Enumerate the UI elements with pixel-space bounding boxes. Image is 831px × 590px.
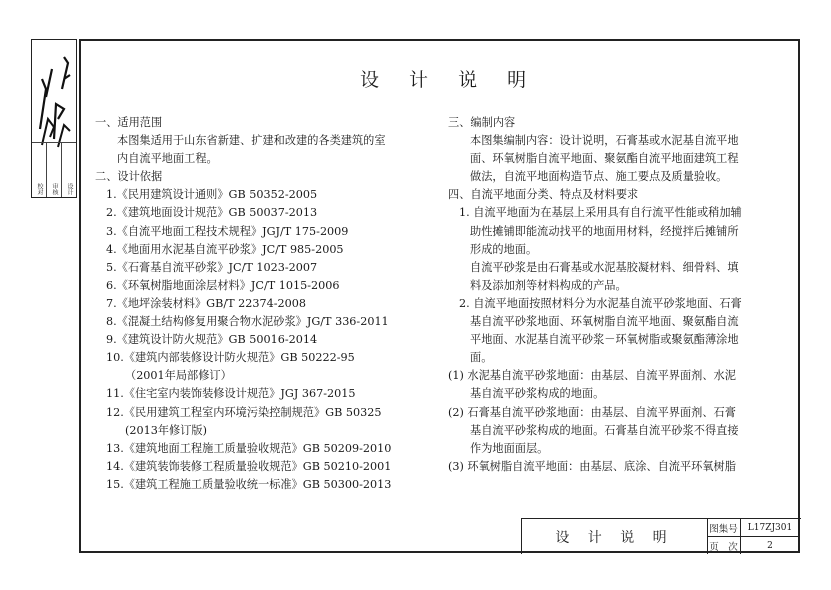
text-line: 基自流平砂浆地面、环氧树脂自流平地面、聚氨酯自流 [470,315,739,329]
text-line: 11.《住宅室内装饰装修设计规范》JGJ 367-2015 [106,387,356,401]
signature-label: 审核 [47,180,62,197]
text-line: 8.《混凝土结构修复用聚合物水泥砂浆》JG/T 336-2011 [106,315,389,329]
text-line: 一、适用范围 [95,116,163,129]
text-line: 1. 自流平地面为在基层上采用具有自行流平性能或稍加辅 [459,206,742,220]
text-line: (2) 石膏基自流平砂浆地面：由基层、自流平界面剂、石膏 [448,405,736,419]
text-line: 做法，自流平地面构造节点、施工要点及质量验收。 [470,170,728,184]
text-line: 2. 自流平地面按照材料分为水泥基自流平砂浆地面、石膏 [459,296,742,310]
text-line: 6.《环氧树脂地面涂层材料》JC/T 1015-2006 [106,278,340,292]
signature-labels [32,180,76,197]
text-line: 四、自流平地面分类、特点及材料要求 [448,188,639,202]
text-line: 5.《石膏基自流平砂浆》JC/T 1023-2007 [106,260,318,274]
text-line: 自流平砂浆是由石膏基或水泥基胶凝材料、细骨料、填 [470,260,739,274]
text-line: （2001年局部修订） [125,369,232,383]
text-line: 4.《地面用水泥基自流平砂浆》JC/T 985-2005 [106,242,344,256]
text-line: 3.《自流平地面工程技术规程》JGJ/T 175-2009 [106,224,349,238]
text-line: 14.《建筑装饰装修工程质量验收规范》GB 50210-2001 [106,459,392,473]
text-line: 三、编制内容 [448,116,516,129]
text-line: 平地面、水泥基自流平砂浆－环氧树脂或聚氨酯薄涂地 [470,333,739,347]
page-title: 设 计 说 明 [360,69,539,91]
text-line: 7.《地坪涂装材料》GB/T 22374-2008 [106,296,306,310]
right-column [448,114,793,476]
text-line: 15.《建筑工程施工质量验收统一标准》GB 50300-2013 [106,477,392,491]
text-line: 二、设计依据 [95,170,163,184]
page-label: 页 次 [707,537,741,554]
text-line: 面。 [470,351,493,365]
text-line: 9.《建筑设计防火规范》GB 50016-2014 [106,333,318,347]
text-line: 本图集编制内容：设计说明，石膏基或水泥基自流平地 [470,134,739,148]
page-number: 2 [767,540,773,551]
text-line: (1) 水泥基自流平砂浆地面：由基层、自流平界面剂、水泥 [448,369,736,383]
text-line: 10.《建筑内部装修设计防火规范》GB 50222-95 [106,351,355,365]
text-line: (2013年修订版) [125,423,207,437]
signature-label: 校对 [32,180,47,197]
text-line: 本图集适用于山东省新建、扩建和改建的各类建筑的室 [117,134,386,148]
signature-cells [32,142,76,181]
text-line: 12.《民用建筑工程室内环境污染控制规范》GB 50325 [106,405,382,419]
handwritten-signature-icon [34,44,74,154]
atlas-number: L17ZJ301 [747,522,793,533]
title-block-grid [707,519,799,554]
text-line: 1.《民用建筑设计通则》GB 50352-2005 [106,188,318,202]
text-line: 内自流平地面工程。 [117,152,218,166]
title-block [521,518,801,554]
text-line: (3) 环氧树脂自流平地面：由基层、底涂、自流平环氧树脂 [448,459,736,473]
atlas-label: 图集号 [707,519,741,536]
text-line: 面、环氧树脂自流平地面、聚氨酯自流平地面建筑工程 [470,152,739,166]
signature-strip [31,39,77,198]
text-line: 基自流平砂浆构成的地面。 [470,387,605,401]
title-block-name: 设 计 说 明 [522,519,708,554]
text-line: 基自流平砂浆构成的地面。石膏基自流平砂浆不得直接 [470,423,739,437]
text-line: 13.《建筑地面工程施工质量验收规范》GB 50209-2010 [106,441,392,455]
text-line: 形成的地面。 [470,242,538,256]
text-line: 2.《建筑地面设计规范》GB 50037-2013 [106,206,318,220]
text-line: 作为地面面层。 [470,441,549,455]
text-line: 助性摊铺即能流动找平的地面用材料，经搅拌后摊铺所 [470,224,739,238]
text-line: 料及添加剂等材料构成的产品。 [470,278,627,292]
left-column [95,114,435,494]
signature-label: 设计 [66,182,73,195]
